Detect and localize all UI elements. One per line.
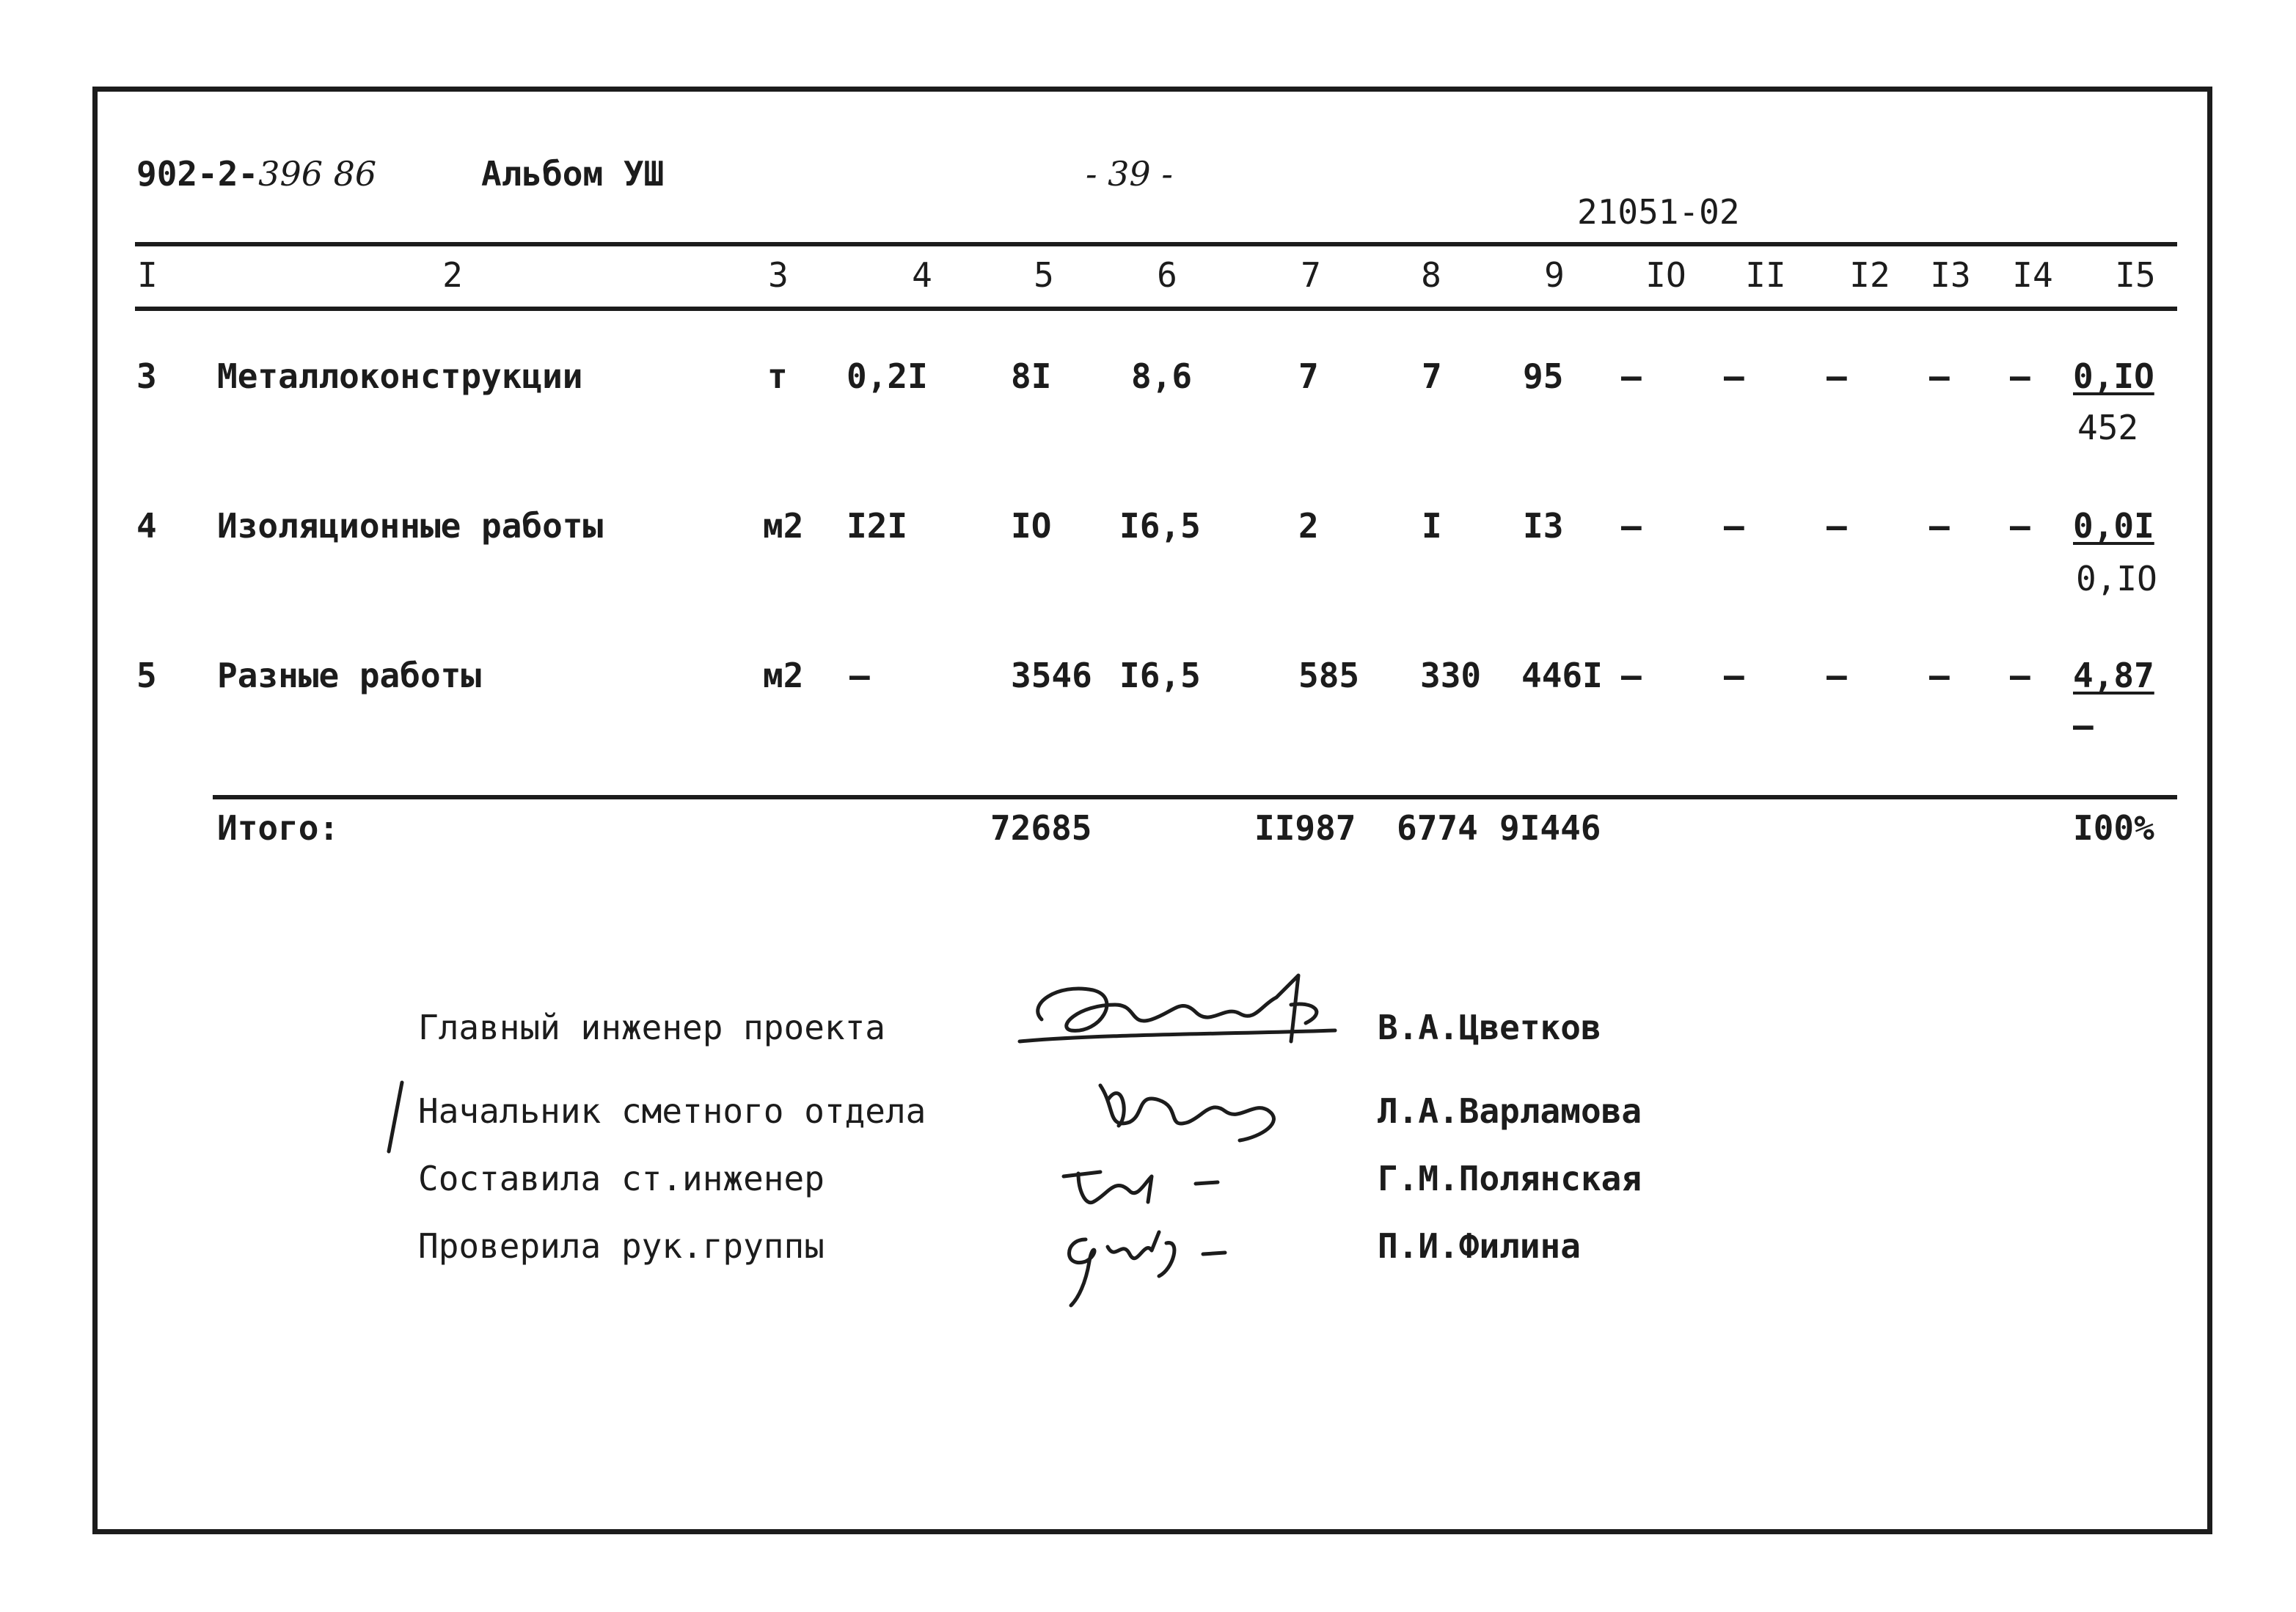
signature-role: Начальник сметного отдела — [418, 1091, 926, 1131]
cell-col4: – — [849, 656, 870, 695]
cell-col8: I — [1422, 506, 1442, 546]
work-name: Разные работы — [217, 656, 482, 695]
signature-name: Л.А.Варламова — [1378, 1091, 1642, 1131]
work-name: Изоляционные работы — [217, 506, 604, 546]
totals-col9: 9I446 — [1499, 808, 1601, 848]
signature-tsvetkov — [1012, 961, 1364, 1071]
col-header-9: 9 — [1544, 255, 1565, 295]
cell-col15-numerator: 4,87 — [2073, 656, 2154, 695]
cell-col8: 7 — [1422, 356, 1442, 396]
cell-col4: 0,2I — [847, 356, 928, 396]
unit: т — [767, 356, 788, 396]
document-code — [136, 154, 377, 194]
row-number: 4 — [136, 506, 157, 546]
page-number: - 39 - — [1086, 154, 1173, 194]
cell-col14: – — [2010, 356, 2030, 396]
totals-col8: 6774 — [1397, 808, 1478, 848]
cell-col9: 446I — [1521, 656, 1603, 695]
doc-code-prefix: 902-2- — [136, 154, 259, 194]
cell-col14: – — [2010, 506, 2030, 546]
cell-col10: – — [1621, 506, 1642, 546]
totals-label: Итого: — [217, 808, 340, 848]
col-header-7: 7 — [1301, 255, 1321, 295]
signature-name-wrap — [1378, 1008, 1601, 1047]
signature-role: Проверила рук.группы — [418, 1226, 825, 1266]
cell-col6: I6,5 — [1119, 506, 1201, 546]
signature-name-wrap — [1378, 1091, 1642, 1131]
cell-col10: – — [1621, 656, 1642, 695]
cell-col5: 3546 — [1011, 656, 1092, 695]
unit: м2 — [763, 506, 804, 546]
signature-name-wrap — [1378, 1159, 1642, 1198]
signature-polyanskaya — [1056, 1162, 1232, 1220]
signature-filina — [1056, 1217, 1247, 1313]
cell-col11: – — [1724, 506, 1744, 546]
cell-col11: – — [1724, 356, 1744, 396]
cell-col11: – — [1724, 656, 1744, 695]
registration-stamp: 21051-02 — [1577, 192, 1740, 232]
col-header-13: I3 — [1930, 255, 1971, 295]
row-number: 3 — [136, 356, 157, 396]
cell-col7: 7 — [1298, 356, 1319, 396]
col-header-15: I5 — [2115, 255, 2156, 295]
cell-col15-numerator: 0,IO — [2073, 356, 2154, 396]
work-name: Металлоконструкции — [217, 356, 583, 396]
cell-col15-numerator: 0,0I — [2073, 506, 2154, 546]
cell-col13: – — [1929, 656, 1950, 695]
cell-col14: – — [2010, 656, 2030, 695]
cell-col6: I6,5 — [1119, 656, 1201, 695]
cell-col6: 8,6 — [1131, 356, 1193, 396]
table-top-rule — [135, 242, 2177, 246]
cell-col7: 585 — [1298, 656, 1360, 695]
cell-col5: IO — [1011, 506, 1052, 546]
col-header-2: 2 — [442, 255, 463, 295]
totals-col7: II987 — [1254, 808, 1356, 848]
col-header-4: 4 — [912, 255, 932, 295]
cell-col9: 95 — [1523, 356, 1564, 396]
cell-col10: – — [1621, 356, 1642, 396]
cell-col13: – — [1929, 356, 1950, 396]
col-header-8: 8 — [1421, 255, 1441, 295]
cell-col13: – — [1929, 506, 1950, 546]
col-header-6: 6 — [1157, 255, 1177, 295]
col-header-10: IO — [1645, 255, 1686, 295]
signature-varlamova — [1086, 1071, 1306, 1151]
signature-name: Г.М.Полянская — [1378, 1159, 1642, 1198]
signature-role: Составила ст.инженер — [418, 1159, 825, 1198]
col-header-12: I2 — [1849, 255, 1890, 295]
col-header-3: 3 — [768, 255, 789, 295]
doc-code-handwritten: 396 86 — [258, 154, 377, 194]
cell-col8: 330 — [1420, 656, 1482, 695]
col-header-14: I4 — [2012, 255, 2053, 295]
column-header-rule — [135, 307, 2177, 311]
cell-col15-denominator: – — [2073, 706, 2094, 745]
col-header-5: 5 — [1034, 255, 1054, 295]
cell-col15-denominator: 0,IO — [2076, 559, 2157, 598]
cell-col12: – — [1827, 356, 1847, 396]
album-label: Альбом УШ — [481, 154, 665, 194]
col-header-1: I — [137, 255, 158, 295]
margin-mark — [381, 1078, 411, 1159]
page-frame — [92, 87, 2212, 1534]
cell-col12: – — [1827, 656, 1847, 695]
cell-col9: I3 — [1523, 506, 1564, 546]
totals-col5: 72685 — [990, 808, 1092, 848]
col-header-11: II — [1745, 255, 1786, 295]
cell-col12: – — [1827, 506, 1847, 546]
totals-col15: I00% — [2073, 808, 2154, 848]
cell-col15-denominator: 452 — [2077, 408, 2139, 447]
signature-role: Главный инженер проекта — [418, 1008, 885, 1047]
cell-col7: 2 — [1298, 506, 1319, 546]
row-number: 5 — [136, 656, 157, 695]
cell-col4: I2I — [847, 506, 908, 546]
unit: м2 — [763, 656, 804, 695]
signature-name: П.И.Филина — [1378, 1226, 1581, 1266]
signature-name: В.А.Цветков — [1378, 1008, 1601, 1047]
totals-rule — [213, 795, 2177, 799]
signature-name-wrap — [1378, 1226, 1581, 1266]
cell-col5: 8I — [1011, 356, 1052, 396]
